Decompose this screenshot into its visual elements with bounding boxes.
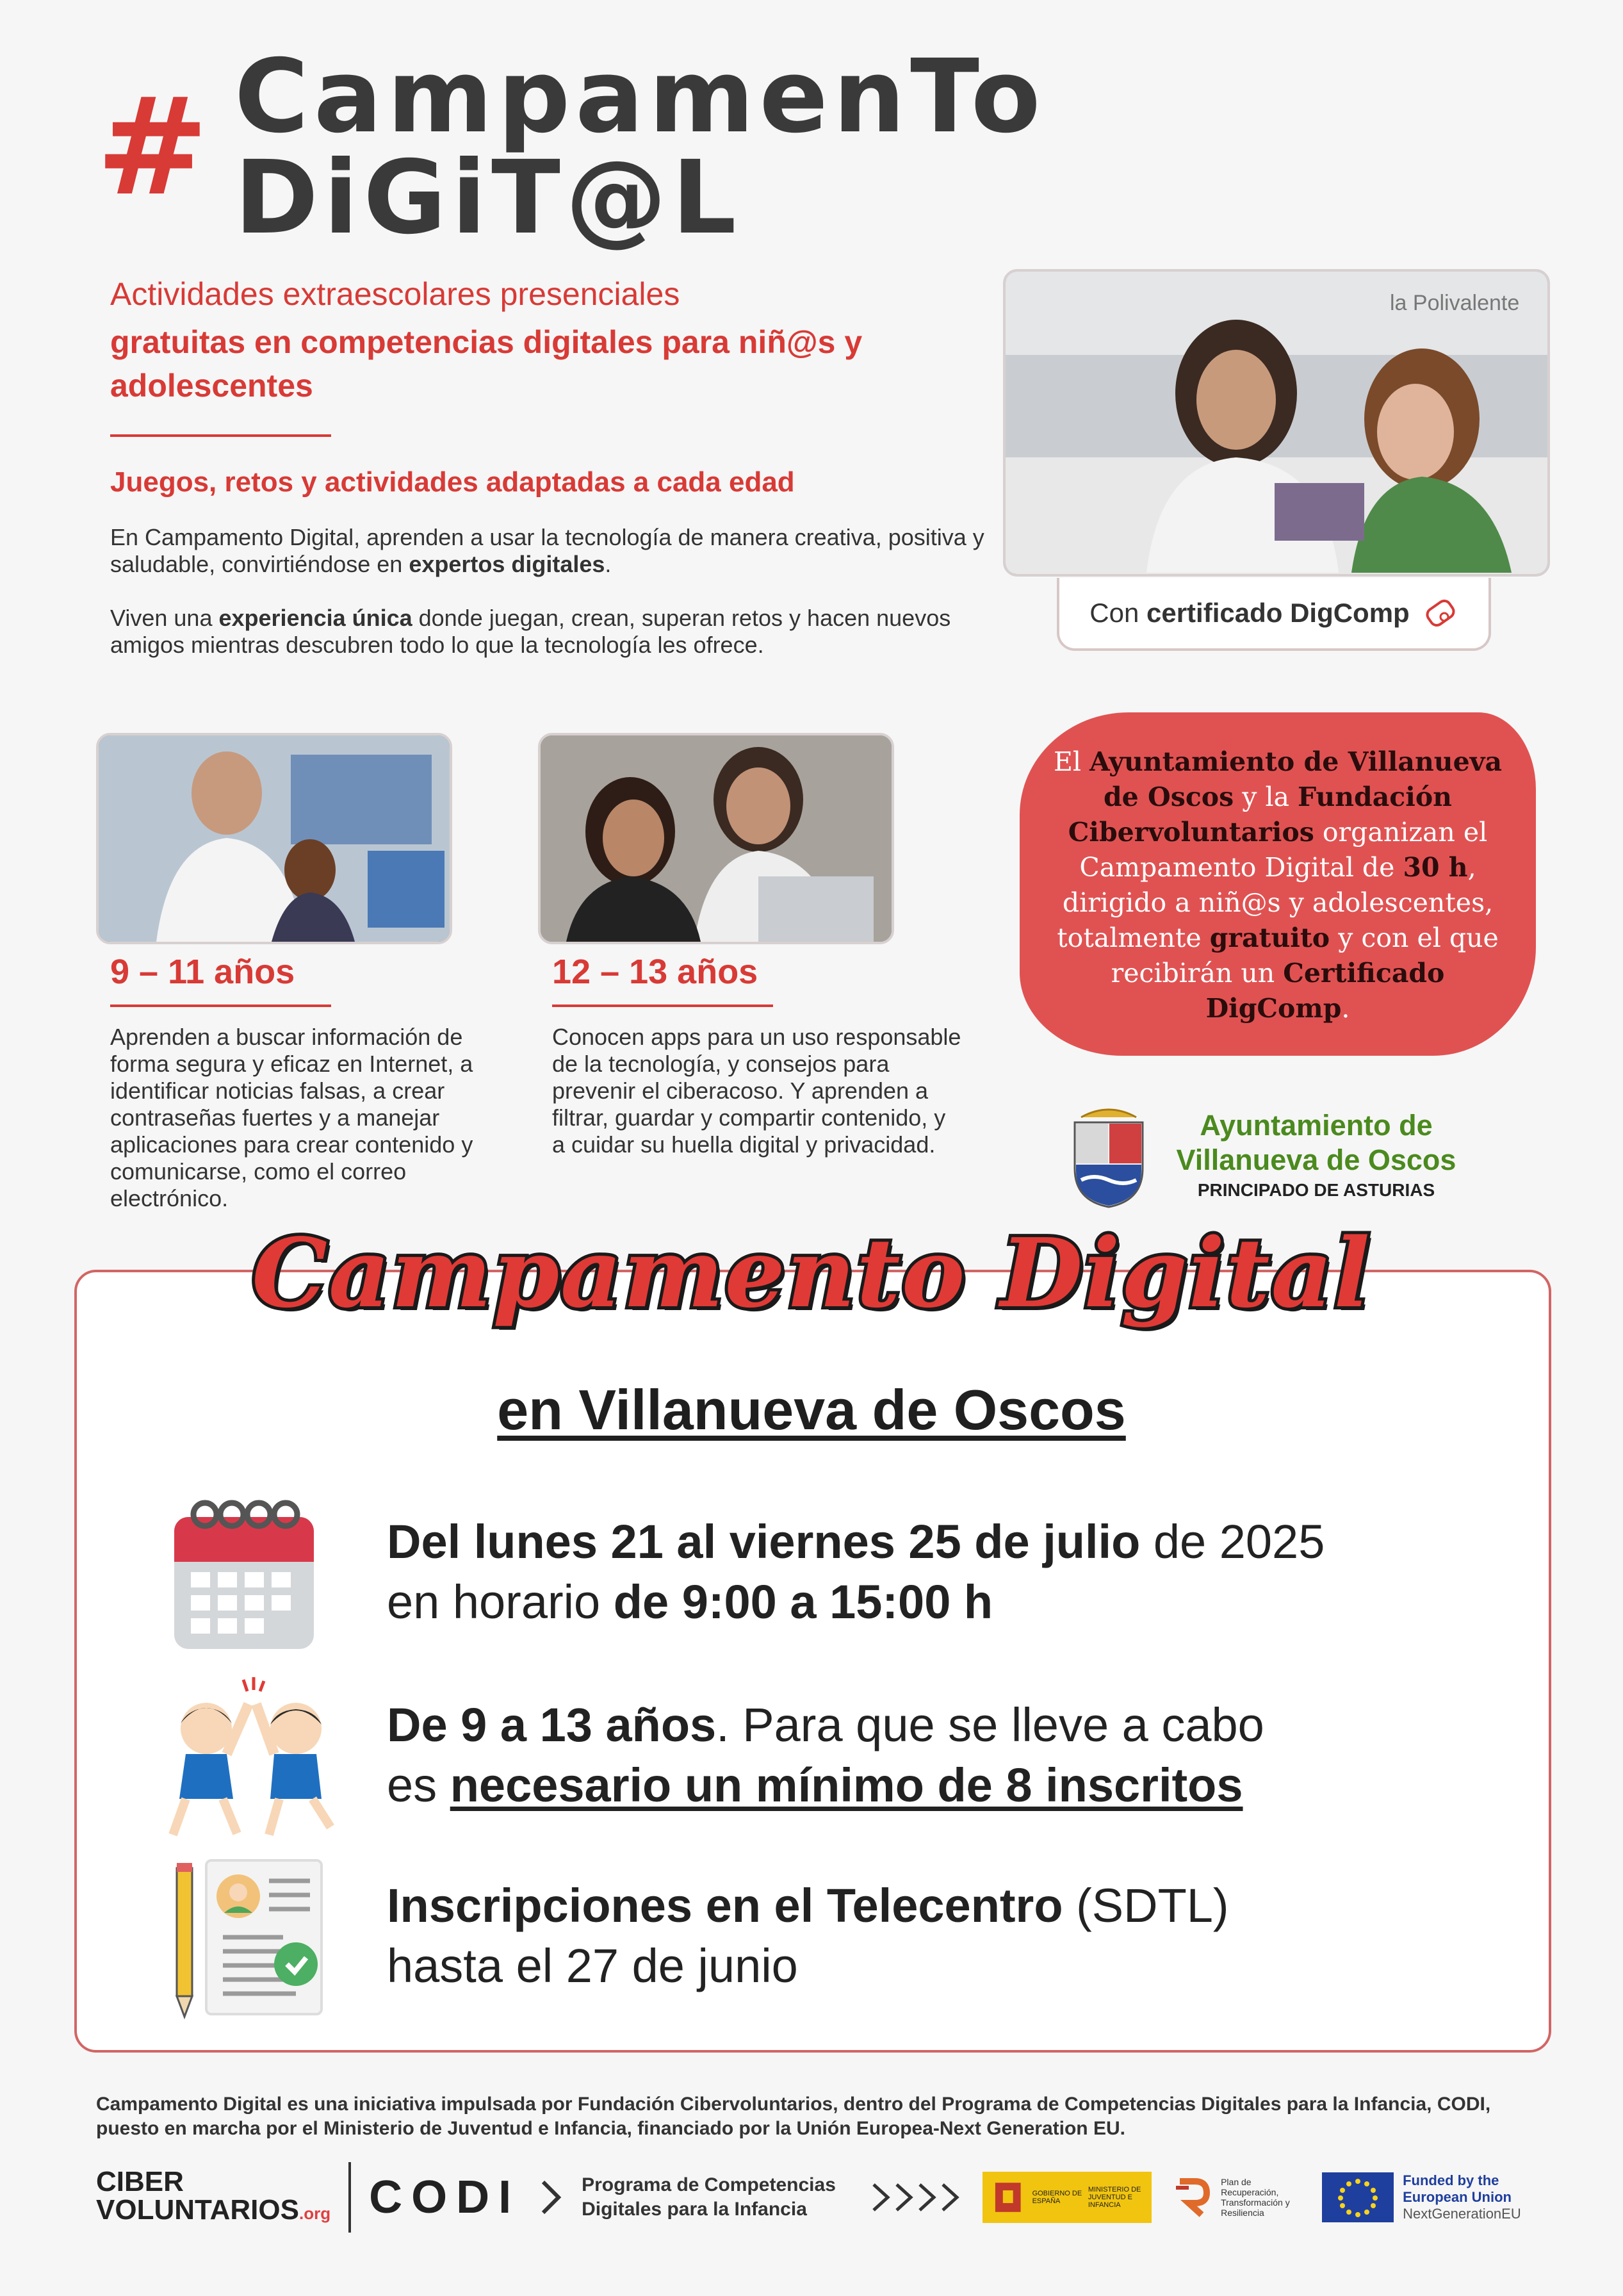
logo-text: Funded by the European Union <box>1403 2172 1512 2205</box>
text: . <box>605 551 612 577</box>
dates-line <box>387 1512 1514 1572</box>
municipality-coat-of-arms <box>1068 1104 1149 1208</box>
text-bold: De 9 a 13 años <box>387 1698 717 1751</box>
text-bold: de 9:00 a 15:00 h <box>613 1575 993 1628</box>
eu-flag <box>1322 2172 1394 2222</box>
event-dates <box>387 1512 1514 1632</box>
spain-coat-of-arms <box>989 2176 1027 2218</box>
diploma-icon <box>1423 595 1458 631</box>
photo-sign-text: la Polivalente <box>1390 291 1520 315</box>
deadline-line: hasta el 27 de junio <box>387 1939 798 1992</box>
eu-logo <box>1322 2172 1524 2222</box>
intro-line-2: gratuitas en competencias digitales para niñ@s y adolescentes <box>110 324 863 404</box>
certificate-label <box>1057 578 1491 651</box>
gobierno-de-espana-logo <box>983 2172 1152 2223</box>
intro-paragraph-2 <box>110 605 1007 659</box>
logo-text: .org <box>298 2203 331 2223</box>
age-heading-9-11: 9 – 11 años <box>110 953 295 991</box>
hashtag: # <box>96 69 209 226</box>
kids-high-five-icon <box>147 1673 352 1841</box>
text: donde juegan, crean, superan retos y hacen nuevos amigos mientras descubren todo lo que la tecnología les ofrece. <box>110 605 951 658</box>
text-bold: expertos digitales <box>409 551 605 577</box>
event-registration <box>387 1876 1514 1996</box>
registration-form-icon <box>168 1855 329 2023</box>
logo-text: MINISTERIO DE JUVENTUD E INFANCIA <box>1088 2186 1141 2209</box>
logo-text: VOLUNTARIOS <box>96 2194 299 2226</box>
text: es <box>387 1759 450 1812</box>
divider <box>110 434 331 437</box>
eu-text <box>1403 2172 1524 2222</box>
text-bold: Del lunes 21 al viernes 25 de julio <box>387 1515 1141 1568</box>
municipality-name: Ayuntamiento de Villanueva de Oscos <box>1176 1109 1456 1176</box>
divider <box>110 1004 331 1007</box>
footer-note: Campamento Digital es una iniciativa impulsada por Fundación Cibervoluntarios, dentro del Programa de Competencias Digitales para la Infancia, CODI, puesto en marcha por el Ministerio de Juventud e Infancia, financiado por la Unión Europea-Next Generation EU. <box>96 2094 1491 2139</box>
ages-line <box>387 1695 1514 1755</box>
text-bold: 30 h <box>1403 852 1468 883</box>
text-bold: Certificado DigComp <box>1205 958 1445 1024</box>
text: Con <box>1089 598 1146 628</box>
prtr-logo <box>1170 2175 1304 2220</box>
prtr-icon <box>1170 2175 1214 2220</box>
intro-paragraph-1 <box>110 524 1007 578</box>
logo-text: NextGenerationEU <box>1403 2206 1521 2222</box>
text: y la <box>1234 782 1298 812</box>
intro-line-1: Actividades extraescolares presenciales <box>110 276 680 312</box>
text-bold: necesario un mínimo de 8 inscritos <box>450 1759 1243 1812</box>
header-title <box>96 38 1537 257</box>
text: . Para que se lleve a cabo <box>716 1698 1264 1751</box>
text: organizan el Campamento Digital de <box>1079 817 1488 883</box>
registration-line <box>387 1876 1514 1936</box>
text-bold: certificado DigComp <box>1146 598 1410 628</box>
calendar-icon <box>172 1491 316 1652</box>
photo-instructor-with-teen <box>538 733 894 944</box>
photo-instructor-with-girl <box>1003 269 1550 577</box>
text: (SDTL) <box>1063 1879 1229 1932</box>
logo-text: Plan de Recuperación, Transformación y Resiliencia <box>1221 2177 1290 2218</box>
minimum-line <box>387 1755 1514 1816</box>
event-title: Campamento Digital <box>252 1217 1371 1329</box>
codi-logo: CODI <box>369 2172 521 2223</box>
cibervoluntarios-logo <box>96 2165 331 2227</box>
municipality-region: PRINCIPADO DE ASTURIAS <box>1197 1180 1435 1200</box>
text: en horario <box>387 1575 614 1628</box>
chevron-arrows-icon <box>869 2178 965 2217</box>
divider <box>552 1004 773 1007</box>
logo-text: CIBER <box>96 2165 184 2197</box>
page-title: CampamenTo DiGiT@L <box>234 38 1046 257</box>
certificate-text <box>1089 598 1409 628</box>
text: , dirigido a niñ@s y adolescentes, totalmente <box>1057 852 1494 953</box>
sponsor-logos <box>96 2159 1531 2236</box>
text: y con el que recibirán un <box>1111 922 1499 988</box>
age-description-9-11: Aprenden a buscar información de forma segura y eficaz en Internet, a identificar noticias falsas, a crear contraseñas fuertes y a manejar aplicaciones para crear contenido y comunicarse, como el correo electrónico. <box>110 1024 473 1211</box>
age-description-12-13: Conocen apps para un uso responsable de la tecnología, y consejos para prevenir el ciberacoso. Y aprenden a filtrar, guardar y compartir contenido, y a cuidar su huella digital y privacidad. <box>552 1024 961 1158</box>
photo-instructor-with-children <box>96 733 452 944</box>
text: . <box>1341 993 1350 1024</box>
games-heading: Juegos, retos y actividades adaptadas a cada edad <box>110 466 795 498</box>
text-bold: Inscripciones en el Telecentro <box>387 1879 1063 1932</box>
divider <box>348 2162 351 2233</box>
text-bold: Ayuntamiento de Villanueva de Oscos <box>1089 746 1503 812</box>
text: El <box>1053 746 1090 777</box>
text-bold: Fundación Cibervoluntarios <box>1068 782 1452 848</box>
text: de 2025 <box>1140 1515 1325 1568</box>
codi-subtitle: Programa de Competencias Digitales para la Infancia <box>582 2174 836 2220</box>
hours-line <box>387 1572 1514 1632</box>
age-heading-12-13: 12 – 13 años <box>552 953 758 991</box>
logo-text: GOBIERNO DE ESPAÑA <box>1032 2190 1082 2205</box>
chevron-icon <box>538 2178 564 2217</box>
text: En Campamento Digital, aprenden a usar la tecnología de manera creativa, positiva y saludable, convirtiéndose en <box>110 524 984 577</box>
event-ages <box>387 1695 1514 1816</box>
text: Viven una <box>110 605 219 631</box>
text-bold: gratuito <box>1209 922 1330 953</box>
event-subtitle: en Villanueva de Oscos <box>497 1378 1126 1441</box>
text-bold: experiencia única <box>218 605 412 631</box>
organizer-statement <box>1039 744 1517 1026</box>
